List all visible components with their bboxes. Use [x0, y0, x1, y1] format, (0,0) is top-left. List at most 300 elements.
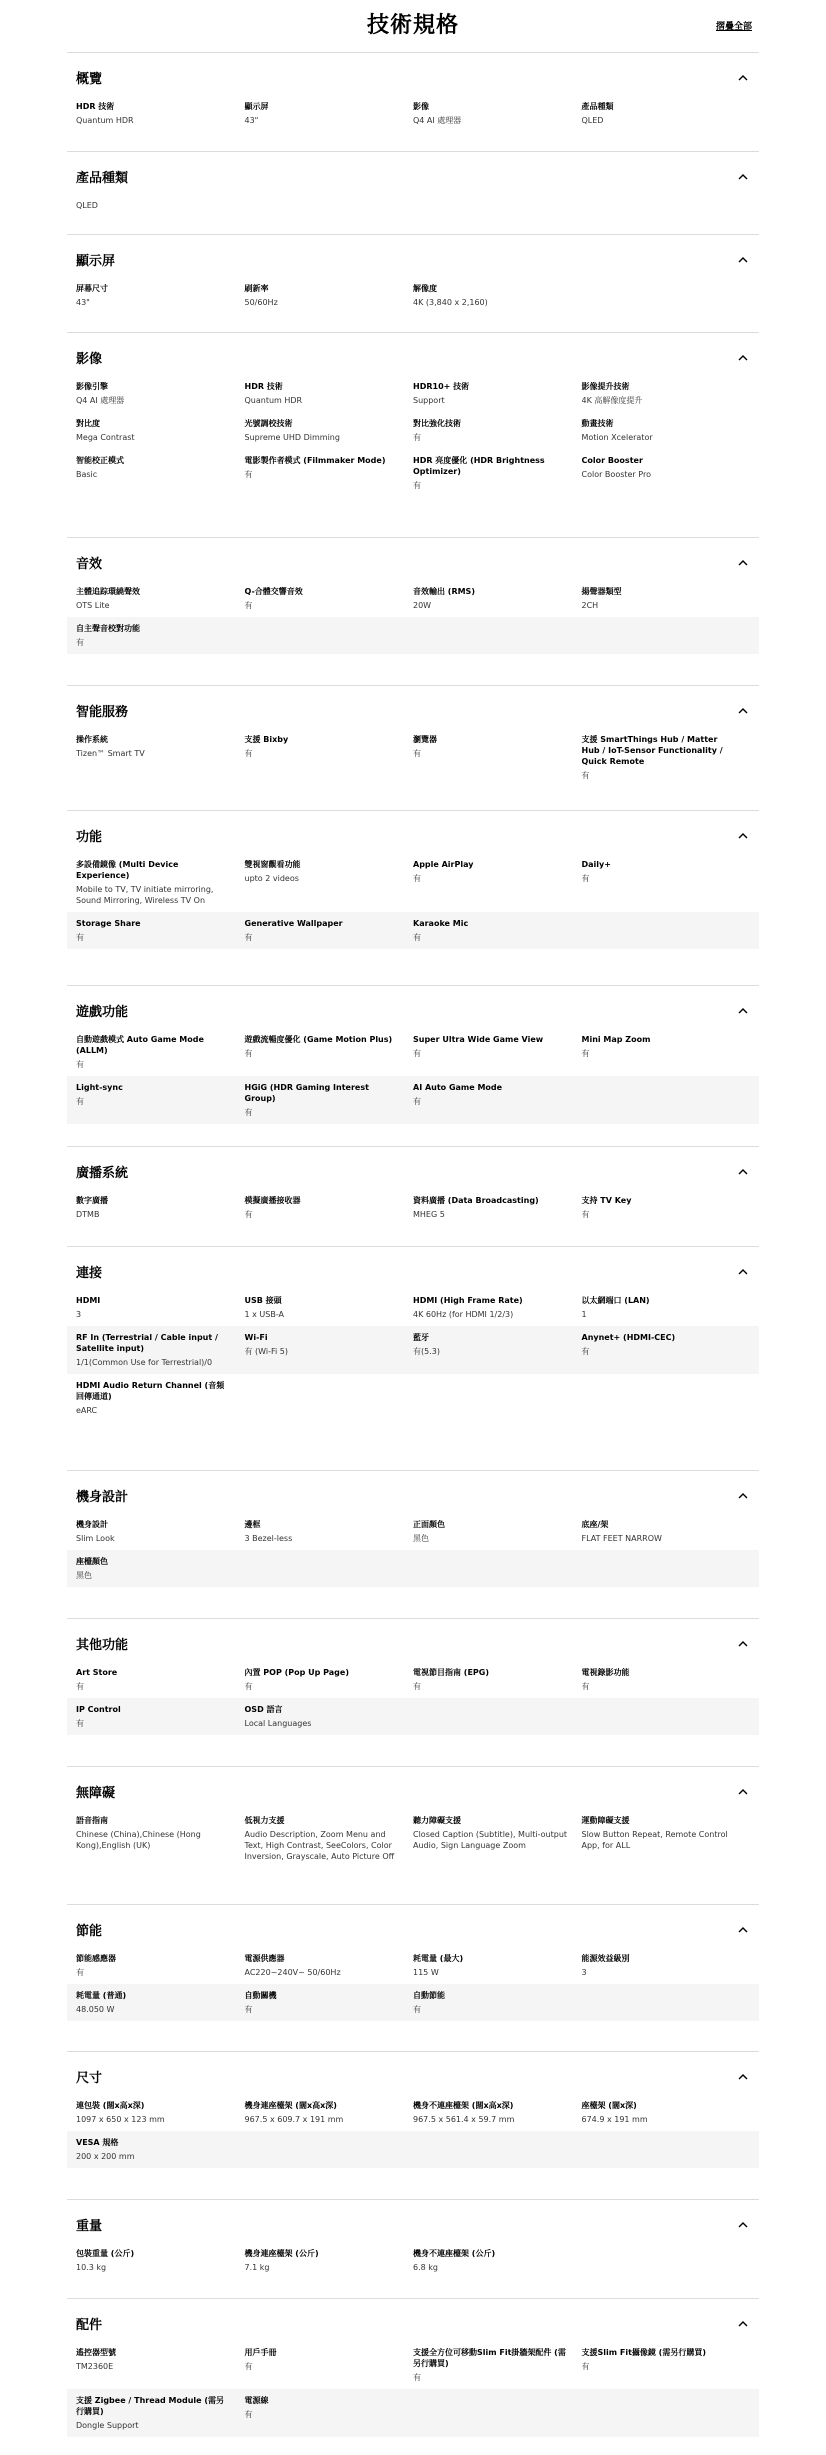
spec-value: 有 — [76, 1719, 84, 1728]
section-power — [67, 1904, 759, 2041]
spec-label: 影像引擎 — [76, 382, 108, 391]
spec-item — [413, 381, 582, 406]
section-header-smart-service[interactable] — [76, 700, 750, 720]
spec-label: 數字廣播 — [76, 1196, 108, 1205]
section-header-game[interactable] — [76, 1000, 750, 1020]
spec-item — [582, 455, 751, 491]
spec-label: 節能感應器 — [76, 1954, 116, 1963]
spec-item — [76, 2137, 245, 2162]
spec-label: 對比強化技術 — [413, 419, 461, 428]
spec-item — [245, 586, 414, 611]
section-header-design[interactable] — [76, 1485, 750, 1505]
spec-item — [76, 1815, 245, 1862]
spec-row — [67, 2131, 759, 2168]
spec-value: 1/1(Common Use for Terrestrial)/0 — [76, 1358, 213, 1367]
spec-label: 屏幕尺寸 — [76, 284, 108, 293]
spec-item — [582, 418, 751, 443]
spec-item — [76, 918, 245, 943]
spec-item — [76, 2395, 245, 2431]
spec-item — [245, 1034, 414, 1070]
spec-value: 有 — [244, 2410, 253, 2419]
spec-label: USB 接頭 — [244, 1296, 282, 1305]
chevron-up-icon[interactable] — [736, 703, 750, 717]
section-dimension — [67, 2051, 759, 2188]
spec-row — [67, 375, 759, 412]
section-header-accessories[interactable] — [76, 2313, 750, 2333]
spec-item — [413, 1953, 582, 1978]
spec-item — [245, 734, 414, 781]
spec-label: 自動遊戲模式 Auto Game Mode (ALLM) — [76, 1035, 204, 1055]
spec-item — [245, 2248, 414, 2273]
section-header-features[interactable] — [76, 825, 750, 845]
spec-value: upto 2 videos — [244, 874, 299, 883]
spec-value: 有 — [76, 933, 84, 942]
spec-value: Supreme UHD Dimming — [244, 433, 340, 442]
spec-label: 能源效益級別 — [581, 1954, 630, 1963]
chevron-up-icon[interactable] — [736, 1636, 750, 1650]
spec-label: 藍牙 — [413, 1333, 429, 1342]
section-title: 節能 — [76, 1923, 103, 1939]
spec-value: 200 x 200 mm — [76, 2152, 135, 2161]
spec-label: HDMI Audio Return Channel (音頻回傳通道) — [76, 1381, 225, 1401]
spec-item — [245, 1082, 414, 1118]
spec-item — [413, 1519, 582, 1544]
section-header-other[interactable] — [76, 1633, 750, 1653]
section-header-accessibility[interactable] — [76, 1781, 750, 1801]
spec-value: 4K (3,840 x 2,160) — [413, 298, 488, 307]
spec-label: 支持 TV Key — [581, 1196, 632, 1205]
spec-label: 聽力障礙支援 — [413, 1816, 461, 1825]
section-title: 其他功能 — [76, 1637, 129, 1653]
spec-row — [67, 1809, 759, 1868]
spec-label: 顯示屏 — [244, 102, 269, 111]
section-title: 廣播系統 — [76, 1165, 129, 1181]
spec-item — [245, 1195, 414, 1220]
page-title: 技術規格 — [366, 13, 459, 38]
spec-value: 有 — [244, 749, 253, 758]
spec-item — [413, 1990, 582, 2015]
section-title: 音效 — [76, 556, 103, 572]
spec-item — [582, 1667, 751, 1692]
spec-item — [76, 586, 245, 611]
spec-value: 674.9 x 191 mm — [581, 2115, 648, 2124]
spec-value: 有 — [76, 1060, 84, 1069]
page-header — [0, 0, 826, 46]
spec-value: 黑色 — [413, 1534, 429, 1543]
spec-label: 支援 SmartThings Hub / Matter Hub / IoT-Sensor Functionality / Quick Remote — [581, 735, 723, 766]
spec-item — [76, 1380, 245, 1416]
spec-label: 座檯架 (闊x深) — [581, 2101, 637, 2110]
spec-item — [413, 1667, 582, 1692]
spec-label: 電源線 — [244, 2396, 269, 2405]
spec-row — [67, 728, 759, 787]
spec-value: 3 Bezel-less — [244, 1534, 293, 1543]
spec-item — [245, 2347, 414, 2383]
spec-item — [245, 381, 414, 406]
spec-value: Mega Contrast — [76, 433, 135, 442]
spec-value: 115 W — [413, 1968, 439, 1977]
spec-item — [582, 859, 751, 906]
spec-value: 黑色 — [76, 1571, 92, 1580]
spec-label: HDR 亮度優化 (HDR Brightness Optimizer) — [413, 456, 545, 476]
spec-value: 有 — [244, 1049, 253, 1058]
section-title: 概覽 — [76, 71, 103, 87]
spec-label: 電源供應器 — [244, 1954, 285, 1963]
spec-value: 6.8 kg — [413, 2263, 438, 2272]
chevron-up-icon[interactable] — [736, 2217, 750, 2231]
section-accessories — [67, 2298, 759, 2455]
spec-row — [67, 1189, 759, 1226]
spec-item — [245, 1704, 414, 1729]
spec-row — [67, 449, 759, 497]
spec-row — [67, 1028, 759, 1076]
spec-label: Daily+ — [581, 860, 611, 869]
spec-label: 電視錄影功能 — [581, 1668, 630, 1677]
spec-item — [245, 1667, 414, 1692]
spec-value: Support — [413, 396, 445, 405]
spec-item — [76, 1295, 245, 1320]
spec-item — [76, 1195, 245, 1220]
spec-item — [76, 1034, 245, 1070]
spec-label: 影像 — [413, 102, 429, 111]
spec-label: 雙視窗觀看功能 — [244, 860, 301, 869]
spec-label: Art Store — [76, 1668, 118, 1677]
chevron-up-icon[interactable] — [736, 1003, 750, 1017]
spec-value: 有 — [76, 638, 84, 647]
spec-item — [76, 623, 245, 648]
spec-row — [67, 1550, 759, 1587]
spec-label: 語音指南 — [76, 1816, 108, 1825]
spec-label: RF In (Terrestrial / Cable input / Satellite input) — [76, 1333, 218, 1353]
spec-row — [67, 1076, 759, 1124]
spec-label: Anynet+ (HDMI-CEC) — [581, 1333, 676, 1342]
spec-value: DTMB — [76, 1210, 100, 1219]
section-header-power[interactable] — [76, 1919, 750, 1939]
section-game — [67, 985, 759, 1144]
section-header-product-type[interactable] — [76, 166, 750, 186]
spec-value: Quantum HDR — [76, 116, 134, 125]
spec-item — [76, 418, 245, 443]
spec-value: 有 — [76, 1097, 84, 1106]
spec-row — [67, 1947, 759, 1984]
chevron-up-icon[interactable] — [736, 70, 750, 84]
spec-value: 有 — [581, 771, 590, 780]
spec-value: eARC — [76, 1406, 98, 1415]
spec-label: Color Booster — [581, 456, 643, 465]
spec-row — [67, 277, 759, 314]
spec-value: 有 — [413, 1049, 421, 1058]
spec-label: 智能校正模式 — [76, 456, 124, 465]
spec-item — [582, 2100, 751, 2125]
spec-value: 有 — [413, 2373, 421, 2382]
chevron-up-icon[interactable] — [736, 169, 750, 183]
spec-item — [582, 1815, 751, 1862]
spec-item — [413, 2248, 582, 2273]
spec-item — [413, 734, 582, 781]
spec-item — [245, 101, 414, 126]
spec-value: 48.050 W — [76, 2005, 115, 2014]
spec-value: MHEG 5 — [413, 1210, 445, 1219]
section-audio — [67, 537, 759, 674]
spec-value: 1 — [581, 1310, 587, 1319]
spec-value: 有 — [581, 2362, 590, 2371]
spec-value: 有 — [244, 1210, 253, 1219]
spec-label: 自動節能 — [413, 1991, 445, 2000]
spec-row — [67, 2341, 759, 2389]
chevron-up-icon[interactable] — [736, 1264, 750, 1278]
spec-item — [76, 2248, 245, 2273]
spec-value: 967.5 x 561.4 x 59.7 mm — [413, 2115, 515, 2124]
spec-item — [413, 455, 582, 491]
spec-label: 產品種類 — [581, 102, 614, 111]
spec-label: 正面顏色 — [413, 1520, 445, 1529]
chevron-up-icon[interactable] — [736, 1164, 750, 1178]
spec-value: 有 — [413, 2005, 421, 2014]
section-title: 產品種類 — [76, 170, 129, 186]
section-design — [67, 1470, 759, 1607]
spec-label: Mini Map Zoom — [581, 1035, 651, 1044]
chevron-up-icon[interactable] — [736, 1784, 750, 1798]
section-header-dimension[interactable] — [76, 2066, 750, 2086]
spec-value: 有 — [76, 1968, 84, 1977]
spec-value: Local Languages — [244, 1719, 312, 1728]
spec-item — [76, 1953, 245, 1978]
spec-label: 電視節目指南 (EPG) — [413, 1668, 489, 1677]
spec-value: 有 — [413, 933, 421, 942]
spec-value: 4K 高解像度提升 — [581, 396, 643, 405]
chevron-up-icon[interactable] — [736, 252, 750, 266]
spec-label: 遊戲流暢度優化 (Game Motion Plus) — [244, 1035, 393, 1044]
spec-value: OTS Lite — [76, 601, 110, 610]
spec-value: 有 — [413, 1097, 421, 1106]
section-overview — [67, 52, 759, 152]
spec-label: 包裝重量 (公斤) — [76, 2249, 135, 2258]
spec-value: Mobile to TV, TV initiate mirroring, Sound Mirroring, Wireless TV On — [76, 885, 214, 905]
spec-value: 有(5.3) — [413, 1347, 440, 1356]
spec-row — [67, 194, 759, 217]
spec-value: 有 — [581, 1210, 590, 1219]
spec-label: 耗電量 (最大) — [413, 1954, 464, 1963]
section-header-overview[interactable] — [76, 67, 750, 87]
spec-label: 揚聲器類型 — [581, 587, 622, 596]
spec-label: 邊框 — [244, 1520, 261, 1529]
spec-item — [413, 918, 582, 943]
spec-item — [245, 1295, 414, 1320]
spec-row — [67, 580, 759, 617]
section-weight — [67, 2199, 759, 2299]
spec-value: 43" — [244, 116, 259, 125]
chevron-up-icon[interactable] — [736, 2316, 750, 2330]
spec-label: Wi-Fi — [244, 1333, 268, 1342]
spec-value: 有 — [244, 1682, 253, 1691]
section-title: 機身設計 — [76, 1489, 129, 1505]
spec-item — [245, 1332, 414, 1368]
spec-label: HDMI — [76, 1296, 101, 1305]
section-broadcast — [67, 1146, 759, 1246]
spec-item — [413, 1195, 582, 1220]
section-title: 尺寸 — [76, 2070, 103, 2086]
chevron-up-icon[interactable] — [736, 555, 750, 569]
spec-row — [67, 2389, 759, 2437]
spec-value: 有 — [581, 1682, 590, 1691]
spec-value: Chinese (China),Chinese (Hong Kong),English (UK) — [76, 1830, 201, 1850]
chevron-up-icon[interactable] — [736, 1922, 750, 1936]
spec-label: 模擬廣播接收器 — [244, 1196, 301, 1205]
spec-label: 機身不連座檯架 (闊x高x深) — [413, 2101, 514, 2110]
spec-label: 底座/架 — [581, 1520, 609, 1529]
spec-label: 運動障礙支援 — [581, 1816, 630, 1825]
spec-item — [245, 418, 414, 443]
spec-value: 有 — [244, 601, 253, 610]
section-features — [67, 810, 759, 969]
chevron-up-icon[interactable] — [736, 828, 750, 842]
spec-item — [245, 283, 414, 308]
spec-value: 10.3 kg — [76, 2263, 107, 2272]
spec-item — [76, 1667, 245, 1692]
spec-item — [582, 734, 751, 781]
chevron-up-icon[interactable] — [736, 2069, 750, 2083]
chevron-up-icon[interactable] — [736, 350, 750, 364]
section-product-type — [67, 151, 759, 237]
spec-label: HDR 技術 — [76, 102, 115, 111]
spec-label: 自動關機 — [244, 1991, 277, 2000]
spec-value: 967.5 x 609.7 x 191 mm — [244, 2115, 344, 2124]
section-header-display[interactable] — [76, 249, 750, 269]
spec-label: 支援Slim Fit攝像鏡 (需另行購買) — [581, 2348, 706, 2357]
spec-item — [413, 418, 582, 443]
spec-value: Quantum HDR — [244, 396, 303, 405]
spec-item — [76, 381, 245, 406]
section-display — [67, 234, 759, 334]
spec-item — [76, 283, 245, 308]
spec-label: 機身不連座檯架 (公斤) — [413, 2249, 496, 2258]
spec-value: 有 — [581, 1049, 590, 1058]
spec-value: 有 — [244, 470, 253, 479]
spec-value: 有 — [244, 933, 253, 942]
spec-value: Slow Button Repeat, Remote Control App, for ALL — [581, 1830, 728, 1850]
spec-label: Storage Share — [76, 919, 141, 928]
section-header-broadcast[interactable] — [76, 1161, 750, 1181]
spec-label: Q-合體交響音效 — [244, 587, 303, 596]
spec-value: Basic — [76, 470, 98, 479]
spec-value: 7.1 kg — [244, 2263, 270, 2272]
spec-item — [413, 586, 582, 611]
spec-item — [76, 200, 245, 211]
section-connectivity — [67, 1246, 759, 1442]
spec-row — [67, 2094, 759, 2131]
spec-value: 有 — [244, 2005, 253, 2014]
spec-value: 有 — [413, 1682, 421, 1691]
spec-item — [76, 1704, 245, 1729]
spec-label: 對比度 — [76, 419, 100, 428]
spec-label: HGiG (HDR Gaming Interest Group) — [244, 1083, 369, 1103]
spec-item — [76, 101, 245, 126]
spec-row — [67, 912, 759, 949]
spec-item — [413, 2347, 582, 2383]
section-header-picture[interactable] — [76, 347, 750, 367]
section-title: 連接 — [76, 1265, 103, 1281]
section-title: 無障礙 — [76, 1785, 116, 1801]
spec-item — [413, 2100, 582, 2125]
spec-value: 有 — [413, 433, 421, 442]
spec-label: Karaoke Mic — [413, 919, 469, 928]
spec-value: Motion Xcelerator — [581, 433, 653, 442]
spec-item — [245, 455, 414, 491]
spec-item — [582, 1195, 751, 1220]
spec-value: 有 — [413, 481, 421, 490]
section-title: 功能 — [76, 829, 103, 845]
section-title: 智能服務 — [76, 704, 129, 720]
spec-value: Q4 AI 處理器 — [413, 116, 462, 125]
spec-row — [67, 1698, 759, 1735]
spec-value: Q4 AI 處理器 — [76, 396, 125, 405]
spec-label: IP Control — [76, 1705, 121, 1714]
spec-item — [413, 1815, 582, 1862]
chevron-up-icon[interactable] — [736, 1488, 750, 1502]
section-title: 重量 — [76, 2218, 103, 2234]
spec-value: 有 — [581, 874, 590, 883]
section-header-connectivity[interactable] — [76, 1261, 750, 1281]
spec-label: 低視力支援 — [244, 1816, 285, 1825]
spec-item — [582, 586, 751, 611]
spec-row — [67, 1289, 759, 1326]
spec-label: 自主聲音校對功能 — [76, 624, 140, 633]
section-header-weight[interactable] — [76, 2214, 750, 2234]
section-other — [67, 1618, 759, 1755]
collapse-all-link[interactable]: 摺疊全部 — [715, 22, 752, 32]
spec-row — [67, 617, 759, 654]
section-header-audio[interactable] — [76, 552, 750, 572]
spec-item — [76, 1332, 245, 1368]
spec-item — [76, 1519, 245, 1544]
spec-label: HDR10+ 技術 — [413, 382, 470, 391]
spec-item — [76, 1082, 245, 1118]
spec-row — [67, 412, 759, 449]
spec-item — [582, 1519, 751, 1544]
spec-item — [413, 1295, 582, 1320]
spec-label: 以太網端口 (LAN) — [581, 1296, 650, 1305]
spec-label: VESA 規格 — [76, 2138, 119, 2147]
spec-label: Generative Wallpaper — [244, 919, 343, 928]
spec-value: 50/60Hz — [244, 298, 278, 307]
spec-value: 3 — [581, 1968, 587, 1977]
spec-label: OSD 語言 — [244, 1705, 283, 1714]
spec-row — [67, 2242, 759, 2279]
spec-value: 4K 60Hz (for HDMI 1/2/3) — [413, 1310, 514, 1319]
spec-label: 內置 POP (Pop Up Page) — [244, 1668, 349, 1677]
spec-item — [413, 1332, 582, 1368]
spec-value: 有 — [413, 749, 421, 758]
spec-value: Audio Description, Zoom Menu and Text, High Contrast, SeeColors, Color Inversion, Grayscale, Auto Picture Off — [244, 1830, 395, 1861]
spec-label: 影像提升技術 — [581, 382, 630, 391]
spec-value: Slim Look — [76, 1534, 115, 1543]
spec-row — [67, 1661, 759, 1698]
spec-label: 主體追踪環繞聲效 — [76, 587, 140, 596]
spec-item — [245, 1519, 414, 1544]
spec-row — [67, 853, 759, 912]
spec-value: Dongle Support — [76, 2421, 139, 2430]
spec-value: Color Booster Pro — [581, 470, 651, 479]
spec-value: Closed Caption (Subtitle), Multi-output Audio, Sign Language Zoom — [413, 1830, 568, 1850]
spec-label: 操作系統 — [76, 735, 108, 744]
spec-item — [76, 455, 245, 491]
spec-value: 有 (Wi-Fi 5) — [244, 1347, 289, 1356]
spec-label: 支援全方位可移動Slim Fit掛牆架配件 (需另行購買) — [413, 2348, 566, 2368]
spec-label: 解像度 — [413, 284, 437, 293]
spec-value: 1 x USB-A — [244, 1310, 285, 1319]
spec-item — [245, 918, 414, 943]
spec-value: QLED — [581, 116, 604, 125]
